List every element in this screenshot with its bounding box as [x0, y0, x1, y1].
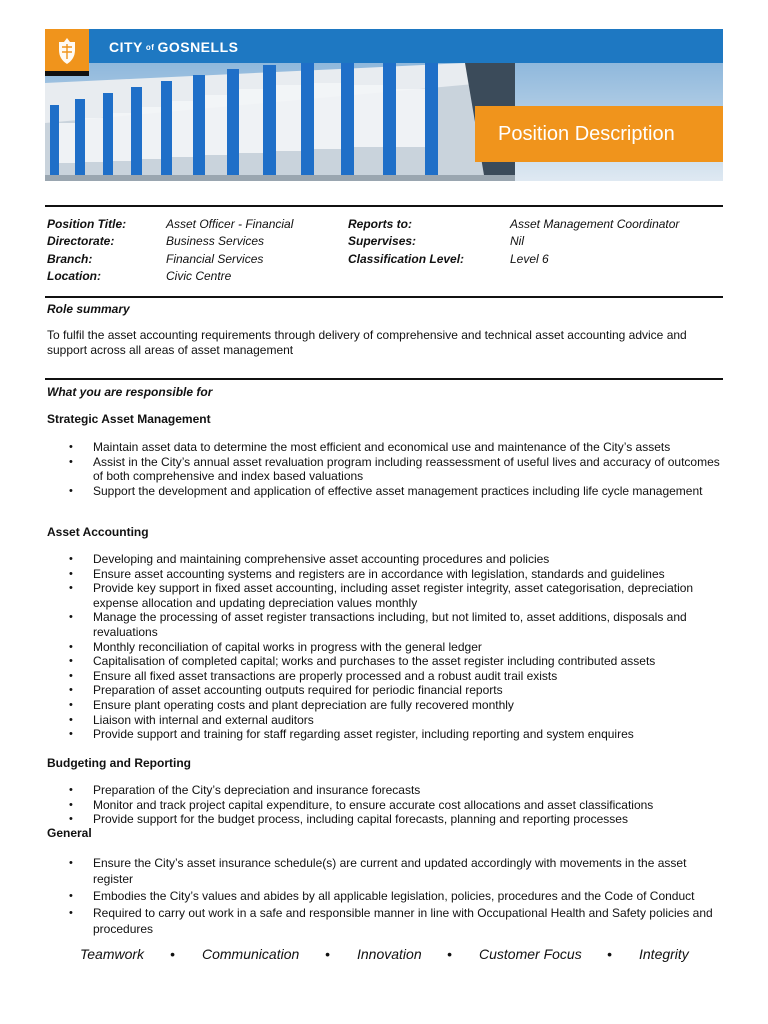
position-title-value: Asset Officer - Financial — [166, 217, 294, 231]
list-item: • Ensure asset accounting systems and registers are in accordance with legislation, standards and guidelines — [47, 567, 723, 582]
list-item: • Ensure plant operating costs and plant depreciation are fully recovered monthly — [47, 698, 723, 713]
value-separator: • — [325, 946, 330, 962]
location-label: Location: — [47, 269, 101, 283]
directorate-value: Business Services — [166, 234, 265, 248]
budgeting-title: Budgeting and Reporting — [47, 756, 191, 770]
city-crest-logo — [45, 29, 89, 76]
role-summary-text: To fulfil the asset accounting requirements through delivery of comprehensive and technical asset accounting advice and support across all areas of asset management — [47, 328, 687, 357]
reports-to-label: Reports to: — [348, 217, 412, 231]
list-item: • Monthly reconciliation of capital works in progress with the general ledger — [47, 640, 723, 655]
brand-gosnells: GOSNELLS — [157, 39, 239, 55]
general-title: General — [47, 826, 92, 840]
list-item: • Support the development and application of effective asset management practices including life cycle management — [47, 484, 723, 499]
value-customer-focus: Customer Focus — [479, 946, 582, 962]
list-item: • Manage the processing of asset register transactions including, but not limited to, asset additions, disposals and revaluations — [47, 610, 723, 639]
reports-to-value: Asset Management Coordinator — [510, 217, 680, 231]
brand-city: CITY — [109, 39, 143, 55]
brand-name — [109, 39, 238, 55]
document-header — [45, 29, 723, 181]
value-communication: Communication — [202, 946, 300, 962]
general-list — [47, 855, 723, 937]
value-separator: • — [170, 946, 175, 962]
directorate-label: Directorate: — [47, 234, 115, 248]
classification-value: Level 6 — [510, 252, 549, 266]
accounting-title: Asset Accounting — [47, 525, 149, 539]
divider — [45, 205, 723, 207]
list-item: • Monitor and track project capital expenditure, to ensure accurate cost allocations and asset classifications — [47, 798, 723, 813]
list-item: • Embodies the City’s values and abides by all applicable legislation, policies, procedures and the Code of Conduct — [47, 889, 723, 903]
value-integrity: Integrity — [639, 946, 689, 962]
value-separator: • — [607, 946, 612, 962]
list-item: • Required to carry out work in a safe and responsible manner in line with Occupational Health and Safety policies and procedures — [47, 905, 723, 937]
list-item: • Assist in the City’s annual asset revaluation program including reassessment of useful lives and accuracy of outcomes of both comprehensive and index based valuations — [47, 455, 723, 484]
role-summary-heading: Role summary — [47, 302, 130, 316]
location-value: Civic Centre — [166, 269, 232, 283]
list-item: • Preparation of the City’s depreciation and insurance forecasts — [47, 783, 723, 798]
supervises-value: Nil — [510, 234, 524, 248]
list-item: • Maintain asset data to determine the most efficient and economical use and maintenance of the City’s assets — [47, 440, 723, 455]
strategic-list — [47, 440, 723, 498]
brand-of: of — [145, 43, 155, 52]
list-item: • Provide key support in fixed asset accounting, including asset register integrity, asset categorisation, depreciation expense allocation and updating depreciation values monthly — [47, 581, 723, 610]
divider — [45, 296, 723, 298]
crest-icon — [55, 37, 79, 65]
value-teamwork: Teamwork — [80, 946, 145, 962]
list-item: • Ensure the City’s asset insurance schedule(s) are current and updated accordingly with movements in the asset register — [47, 855, 723, 887]
list-item: • Capitalisation of completed capital; works and purchases to the asset register including contributed assets — [47, 654, 723, 669]
supervises-label: Supervises: — [348, 234, 417, 248]
list-item: • Ensure all fixed asset transactions are properly processed and a robust audit trail exists — [47, 669, 723, 684]
budgeting-list — [47, 783, 723, 827]
list-item: • Provide support and training for staff regarding asset register, including reporting and system enquires — [47, 727, 723, 742]
list-item: • Liaison with internal and external auditors — [47, 713, 723, 728]
branch-label: Branch: — [47, 252, 93, 266]
classification-label: Classification Level: — [348, 252, 465, 266]
divider — [45, 378, 723, 380]
accounting-list — [47, 552, 723, 742]
position-title-label: Position Title: — [47, 217, 127, 231]
list-item: • Provide support for the budget process, including capital forecasts, planning and reporting processes — [47, 812, 723, 827]
list-item: • Preparation of asset accounting outputs required for periodic financial reports — [47, 683, 723, 698]
banner-title: Position Description — [498, 123, 675, 145]
responsibilities-heading: What you are responsible for — [47, 385, 213, 399]
list-item: • Developing and maintaining comprehensive asset accounting procedures and policies — [47, 552, 723, 567]
value-separator: • — [447, 946, 452, 962]
value-innovation: Innovation — [357, 946, 422, 962]
strategic-title: Strategic Asset Management — [47, 412, 211, 426]
branch-value: Financial Services — [166, 252, 264, 266]
